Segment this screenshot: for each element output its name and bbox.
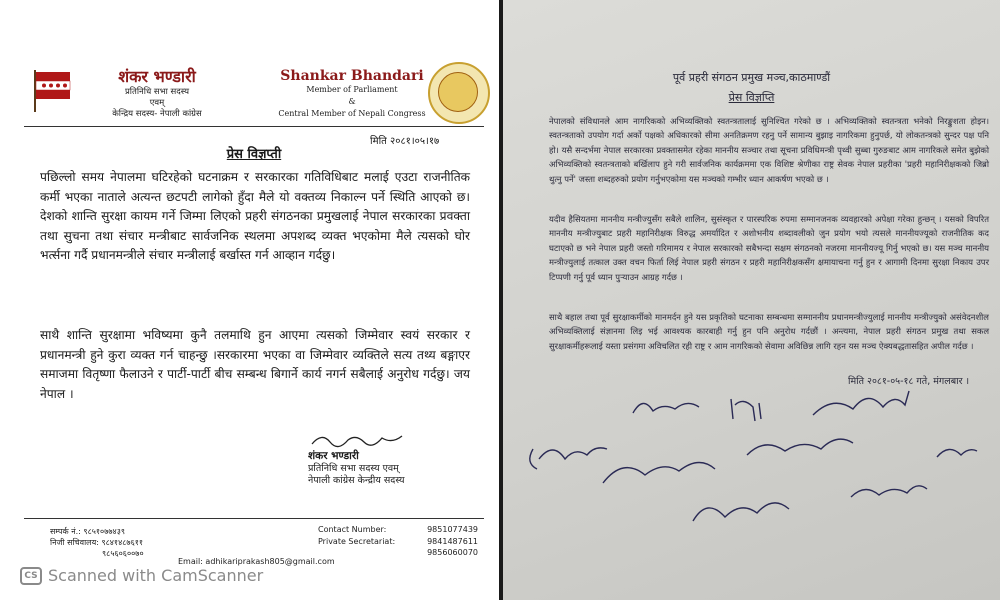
- footer-rule: [24, 518, 484, 519]
- signatory-title: प्रतिनिधि सभा सदस्य एवम्: [308, 462, 399, 474]
- secretariat-value: 9841487611: [427, 536, 478, 546]
- left-press-release: [10, 40, 498, 580]
- signature: [530, 449, 537, 469]
- contact-line: ९८५६०६००७०: [102, 549, 144, 558]
- header-rule: [24, 126, 484, 127]
- signatory-name: शंकर भण्डारी: [308, 450, 359, 462]
- signature-block: [308, 450, 405, 488]
- signature: [747, 439, 853, 455]
- np-sub-line: केन्द्रिय सदस्य- नेपाली कांग्रेस: [112, 109, 202, 119]
- footer-contact-np: [50, 526, 144, 559]
- signature: [539, 448, 607, 459]
- right-press-release: [503, 0, 1000, 600]
- nepali-letterhead: [72, 65, 242, 120]
- email: Email: adhikariprakash805@gmail.com: [178, 557, 335, 566]
- contact-label: Contact Number:: [318, 525, 387, 534]
- paragraph: साथै शान्ति सुरक्षामा भविष्यमा कुनै तलमाथि हुन आएमा त्यसको जिम्मेवार स्वयं सरकार र प्रधानमन्त्री हुने कुरा व्यक्त गर्न चाहन्छु ।सरकारमा भएका वा जिम्मेवार व्यक्तिले सत्य तथ्य बङ्गाएर समाजमा वितृष्णा फैलाउने र पार्टी-पार्टी बीच सम्बन्ध बिगार्ने कार्य नगर्न सबैलाई अनुरोध गर्दछु। जय नेपाल ।: [40, 328, 470, 401]
- camscanner-watermark: [20, 566, 263, 585]
- secretariat-label: Private Secretariat:: [318, 536, 396, 546]
- party-flag-icon: [32, 66, 74, 114]
- document-title: प्रेस विज्ञप्ती: [226, 147, 282, 162]
- footer-contact-en: [318, 524, 478, 559]
- en-name: Shankar Bhandari: [280, 68, 424, 84]
- document-date: मिति २०८१।०५।१७: [370, 136, 440, 147]
- signature: [693, 503, 789, 521]
- english-letterhead: [272, 68, 432, 120]
- camscanner-icon: CS: [20, 567, 42, 585]
- paragraph: साथै बहाल तथा पूर्व सुरक्षाकर्मीको मानमर्दन हुने यस प्रकृतिको घटनाका सम्बन्धमा सम्माननीय प्रधानमन्त्रीज्युलाई माननीय मन्त्रीज्युको असंवेदनशील अभिव्यक्तिलाई संज्ञानमा लिइ भई आवश्यक कारबाही गर्नु हुन पनि अनुरोध गर्दछौं । अन्त्यमा, नेपाल प्रहरी संगठन प्रमुख तथा सकल सुरक्षाकर्मीहरूलाई यस्ता प्रसंगमा अविचलित रही राष्ट्र र आम नागरिकको सेवामा अविछिन्न लागि रहन यस मञ्च ऐक्यबद्धतासहित अपील गर्दछ ।: [549, 312, 990, 351]
- np-name: शंकर भण्डारी: [118, 67, 196, 86]
- forum-title: पूर्व प्रहरी संगठन प्रमुख मञ्च,काठमाण्डौं: [672, 71, 831, 84]
- contact-line: सम्पर्क नं.: ९८५१०७७४३९: [50, 527, 126, 536]
- press-title: प्रेस विज्ञप्ति: [728, 91, 775, 104]
- signature: [731, 399, 761, 421]
- signature: [603, 462, 715, 483]
- signature: [813, 391, 909, 415]
- signature-scribble: [308, 430, 408, 452]
- extra-value: 9856060070: [427, 548, 478, 557]
- contact-line: निजी सचिवालय: ९८४१४८७६११: [50, 538, 144, 547]
- camscanner-text: Scanned with CamScanner: [48, 566, 264, 585]
- signatory-title: नेपाली कांग्रेस केन्द्रीय सदस्य: [308, 475, 405, 486]
- en-sub-line: &: [348, 97, 356, 106]
- contact-value: 9851077439: [427, 525, 478, 534]
- en-sub-line: Central Member of Nepali Congress: [278, 109, 426, 118]
- np-sub-line: एवम्: [149, 98, 165, 108]
- paragraph: नेपालको संविधानले आम नागरिकको अभिव्यक्तिको स्वतन्त्रतालाई सुनिश्चित गरेको छ । अभिव्यक्तिको स्वतन्त्रता भनेको निरङ्कुशता होइन। स्वतन्त्रताको उपयोग गर्दा अर्को पक्षको अधिकारको सीमा अनतिक्रमण रहनु पर्ने सामान्य बुझाइ नागरिकमा हुनुपर्छ, यो लोकतन्त्रको सुन्दर पक्ष पनि हो। यसै सन्दर्भमा नेपाल सरकारका प्रवक्तासमेत रहेका माननीय सञ्चार तथा सूचना प्रविधिमन्त्री पृथ्वी सुब्बा गुरुङबाट आम नागरिकले समेत बुझेको अभिव्यक्तिको स्वतन्त्रताको बर्खिलाप हुने गरी सार्वजनिक कार्यक्रममा एक विशिष्ट श्रेणीका राष्ट्र सेवक नेपाल प्रहरीका 'प्रहरी महानिरीक्षकको जिब्रो थुत्नु पर्ने' जस्ता शब्दहरुको प्रयोग गर्नुभएकोमा यस मञ्चको गम्भीर ध्यान आकर्षण भएको छ ।: [549, 116, 989, 184]
- paragraph: पछिल्लो समय नेपालमा घटिरहेको घटनाक्रम र सरकारका गतिविधिबाट मलाई एउटा राजनीतिक कर्मी भएका नाताले अत्यन्त छटपटी लागेको हुँदा मैले यो वक्तव्य निकाल्न पर्ने स्थिति आएको छ। देशको शान्ति सुरक्षा कायम गर्ने जिम्मा लिएको प्रहरी संगठनका प्रमुखलाई नेपाल सरकारका प्रवक्ता तथा सुचना तथा संचार मन्त्रीबाट सार्वजनिक स्थलमा अपशब्द व्यक्त भएकोमा मैले त्यसको घोर भर्त्सना गर्दै प्रधानमन्त्रीले संचार मन्त्रीलाई बर्खास्त गर्न आव्हान गर्दछु।: [40, 170, 470, 262]
- en-sub-line: Member of Parliament: [306, 85, 398, 94]
- signature: [851, 486, 927, 497]
- emblem-seal-icon: [428, 62, 490, 124]
- release-date: मिति २०८१-०५-१८ गते, मंगलबार ।: [848, 376, 970, 387]
- paragraph: यदीव हैसियतमा माननीय मन्त्रीज्युसँग सबैले शालिन, सुसंस्कृत र पारस्परिक रुपमा सम्मानजनक व्यवहारको अपेक्षा गरेका हुन्छन् । यसको विपरित माननीय मन्त्रीज्युबाट प्रहरी महानिरीक्षक विरुद्ध अमर्यादित र अशोभनीय शब्दावलीको जुन प्रयोग भयो त्यसले माननीयज्यूको राजनीतिक कद घटाएको छ भने नेपाल प्रहरी जस्तो गरिमामय र नेपाल सरकारको सबैभन्दा सक्षम संगठनको नजरमा माननीयज्यू गिर्नु भएको छ। यस मञ्च माननीय मन्त्रीज्युलाई तत्काल उक्त वचन फिर्ता लिई नेपाल प्रहरी संगठन र प्रहरी महानिरीक्षकसँग क्षमायाचना गर्नु हुन र आगामी दिनमा सुरक्षा निकाय उपर टिप्पणी गर्नु पूर्व ध्यान पुर्‍याउन आग्रह गर्दछ ।: [549, 214, 989, 282]
- signatures-area: [503, 385, 1000, 565]
- np-sub-line: प्रतिनिधि सभा सदस्य: [124, 87, 190, 97]
- signature: [937, 449, 977, 457]
- signature: [633, 403, 699, 413]
